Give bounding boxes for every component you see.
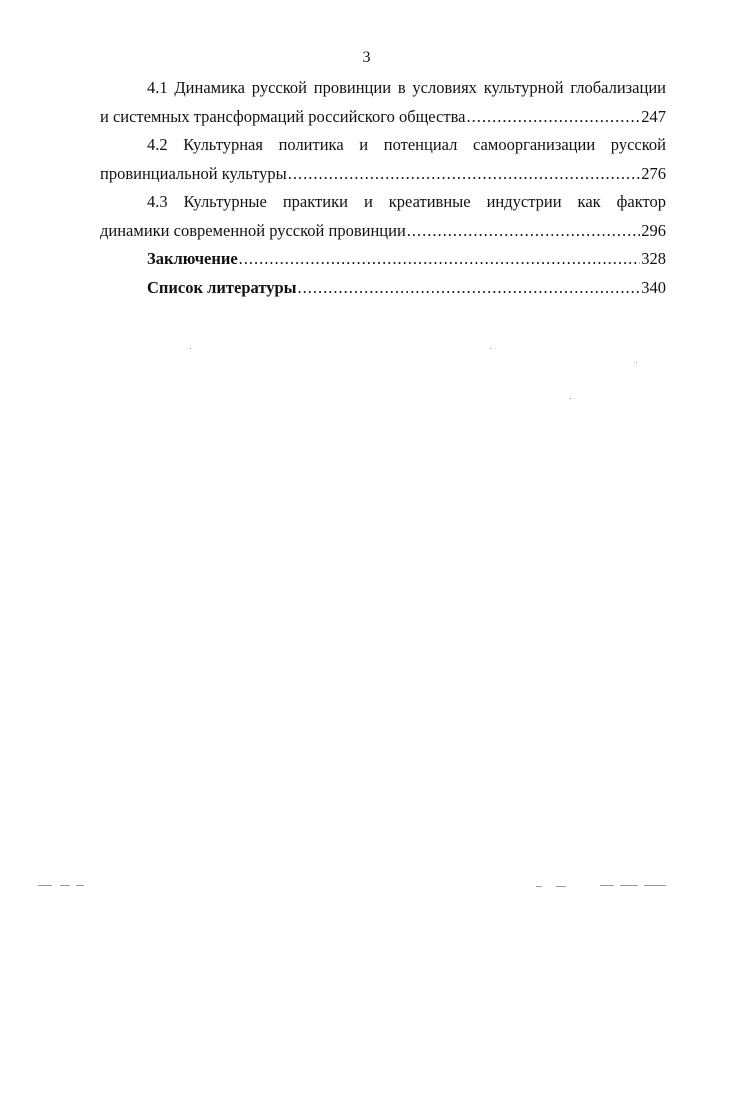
toc-entry-conclusion bbox=[100, 245, 666, 274]
toc-entry-title-line: 4.2 Культурная политика и потенциал самоорганизации русской bbox=[147, 135, 666, 154]
scan-mark bbox=[536, 886, 542, 887]
toc-entry-title-line: 4.1 Динамика русской провинции в условиях культурной глобализации bbox=[147, 78, 666, 97]
toc-entry-title: Список литературы bbox=[147, 277, 297, 297]
toc-entry-page: 340 bbox=[641, 277, 666, 297]
scan-mark bbox=[60, 885, 70, 886]
toc-entry-4-3 bbox=[100, 188, 666, 245]
toc-entry-page: 247 bbox=[641, 106, 666, 126]
toc-entry-leader-line bbox=[100, 274, 666, 303]
toc-entry-page: 296 bbox=[641, 220, 666, 240]
toc-entry-leader-line bbox=[100, 160, 666, 189]
scan-speck bbox=[570, 398, 571, 399]
dot-leader bbox=[288, 160, 641, 189]
scan-mark bbox=[76, 885, 84, 886]
toc-entry-leader-line bbox=[100, 245, 666, 274]
toc-entry-4-1 bbox=[100, 74, 666, 131]
toc-entry-leader-line bbox=[100, 217, 666, 246]
scan-mark bbox=[38, 885, 52, 886]
dot-leader bbox=[298, 274, 641, 303]
toc-entry-title-continuation: провинциальной культуры bbox=[100, 163, 287, 183]
page-number: 3 bbox=[362, 49, 371, 66]
dot-leader bbox=[407, 217, 640, 246]
scan-mark bbox=[600, 885, 614, 886]
toc-entry-4-2 bbox=[100, 131, 666, 188]
scan-speck bbox=[636, 362, 637, 363]
toc-entry-title-continuation: и системных трансформаций российского общества bbox=[100, 106, 466, 126]
toc-entry-title-continuation: динамики современной русской провинции bbox=[100, 220, 406, 240]
toc-entry-page: 276 bbox=[641, 163, 666, 183]
table-of-contents bbox=[100, 74, 666, 302]
toc-entry-references bbox=[100, 274, 666, 303]
toc-entry-title: Заключение bbox=[147, 249, 238, 268]
toc-entry-leader-line bbox=[100, 103, 666, 132]
toc-entry-page: 328 bbox=[641, 249, 666, 268]
dot-leader bbox=[466, 103, 640, 132]
toc-entry-title-line: 4.3 Культурные практики и креативные индустрии как фактор bbox=[147, 192, 666, 211]
scan-speck bbox=[190, 348, 191, 349]
dot-leader bbox=[239, 245, 641, 274]
scan-mark bbox=[556, 886, 566, 887]
scan-mark bbox=[644, 885, 666, 886]
scan-mark bbox=[620, 885, 638, 886]
scan-speck bbox=[490, 348, 491, 349]
